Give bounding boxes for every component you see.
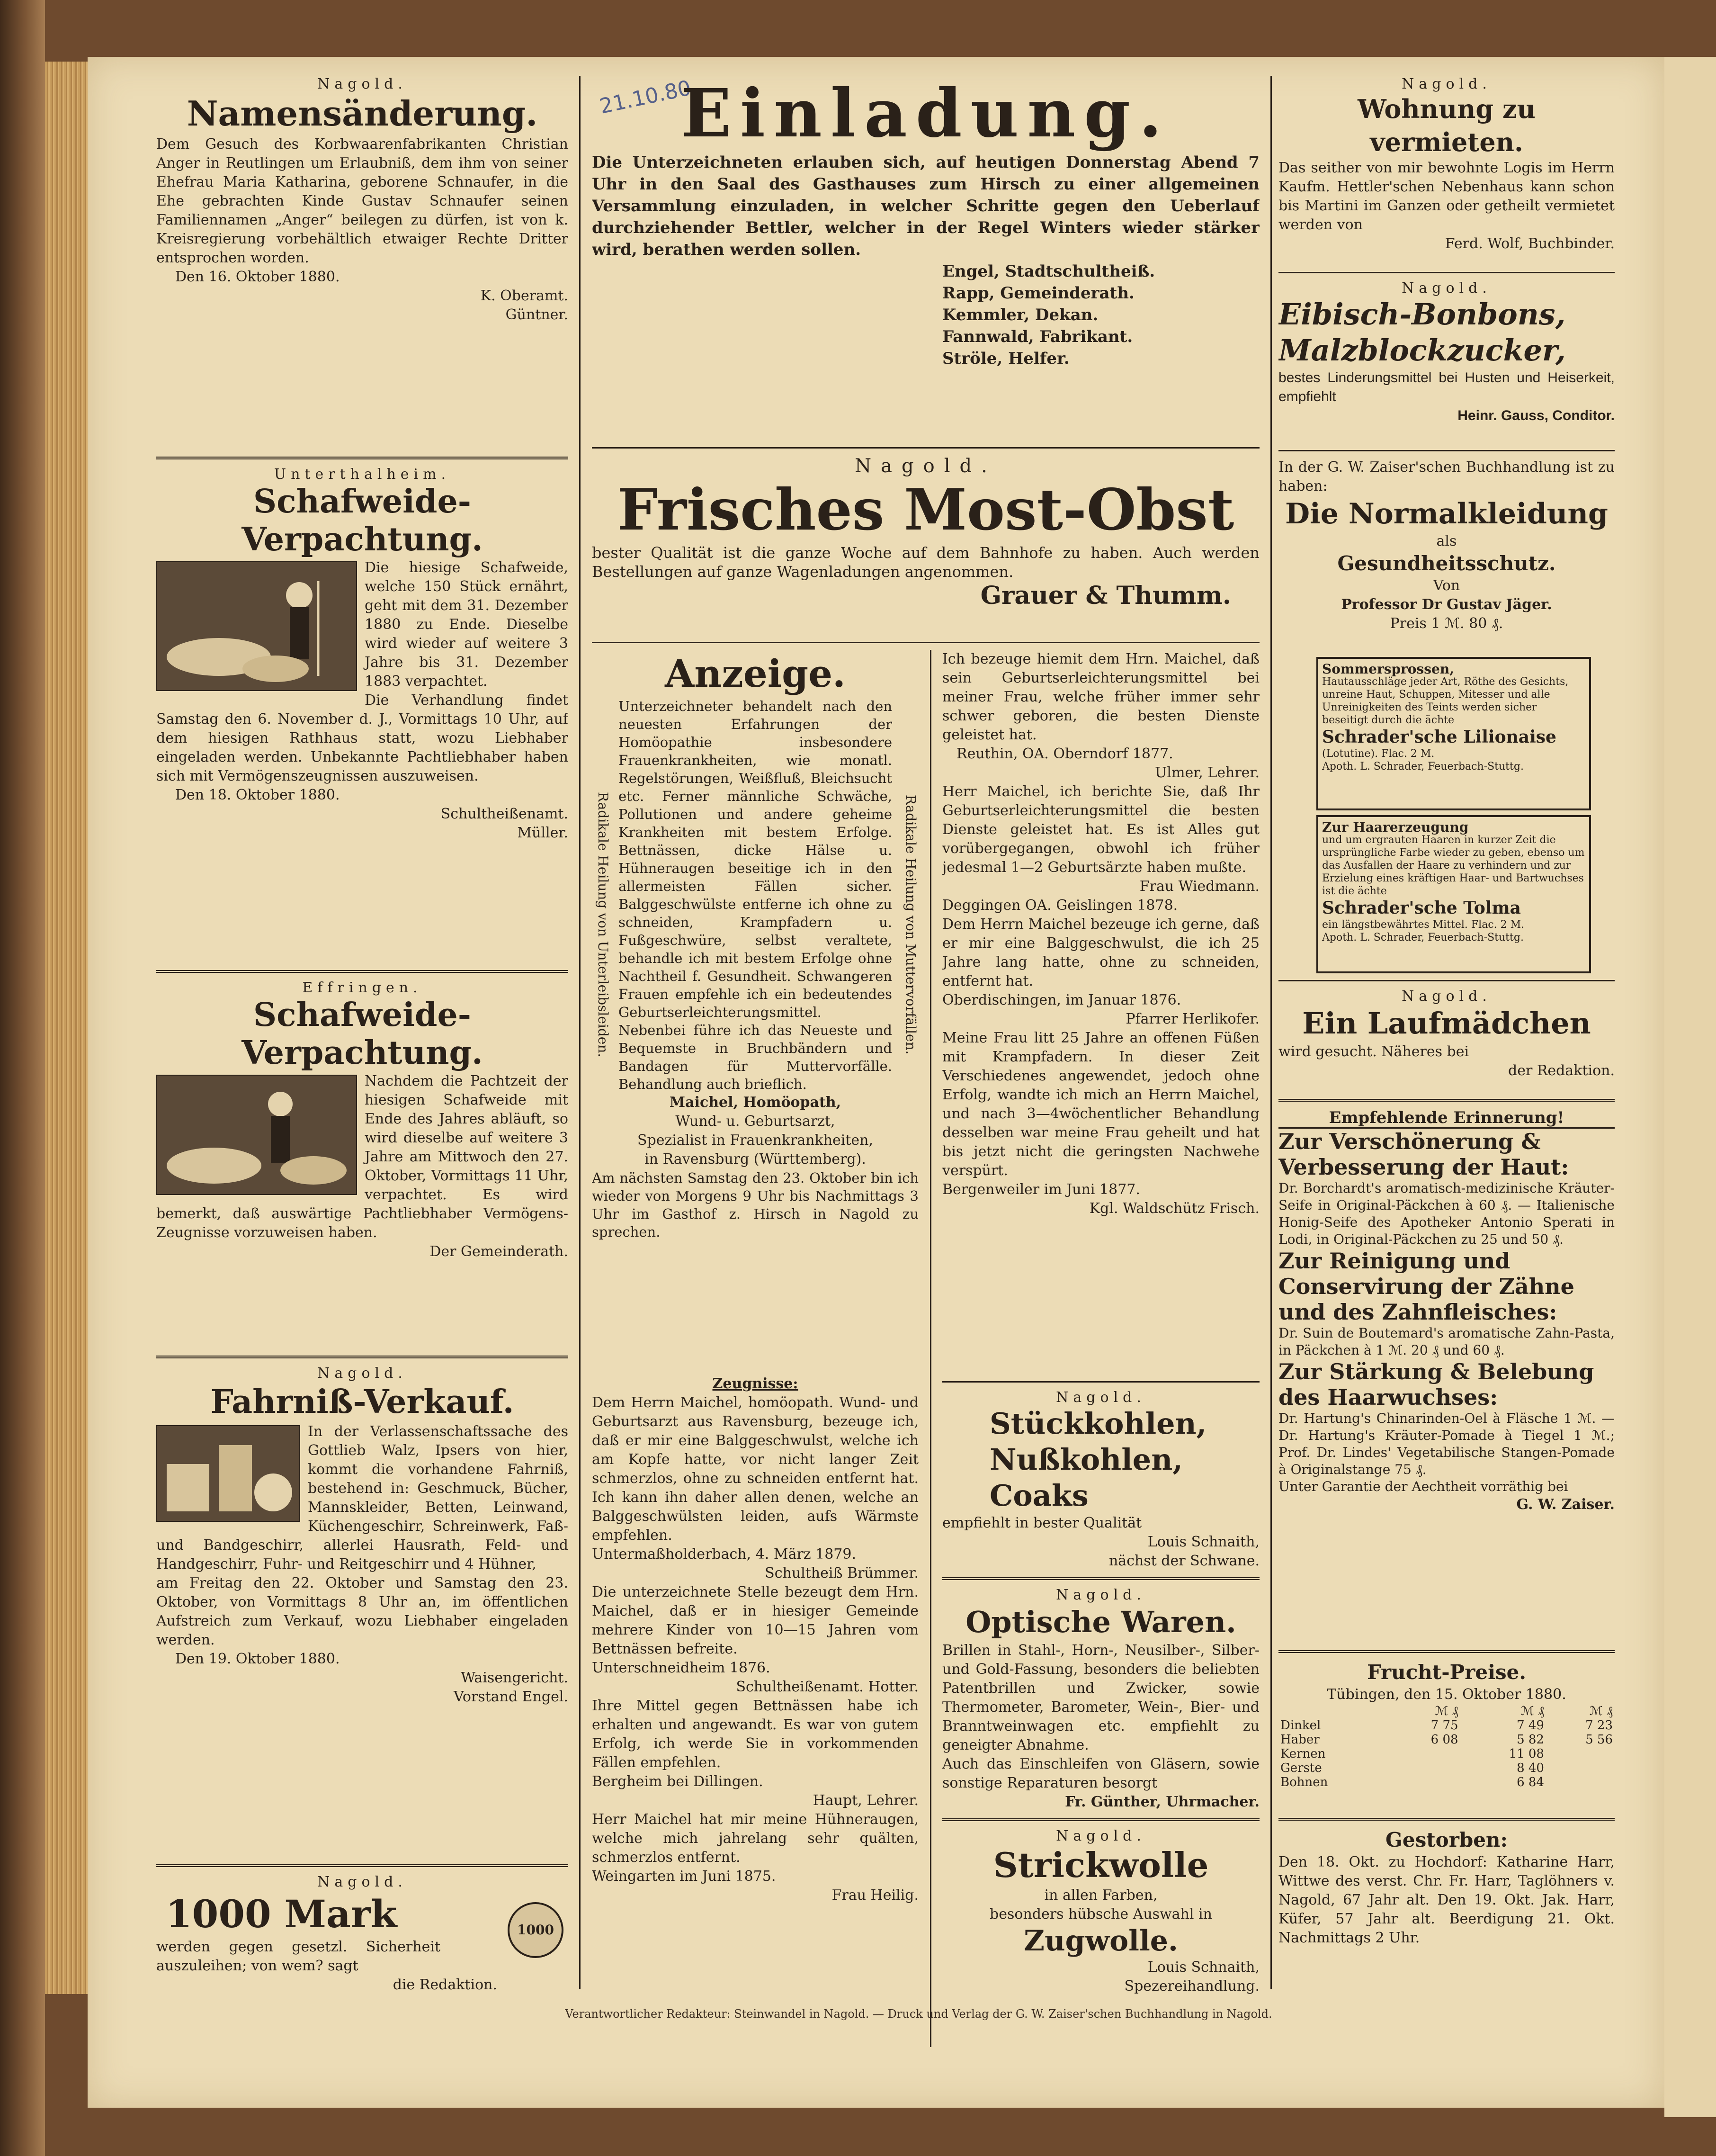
section-title: Zur Stärkung & Belebung des Haarwuchses: — [1278, 1359, 1594, 1410]
testimonial: Dem Herrn Maichel, homöopath. Wund- und Geburtsarzt aus Ravensburg, bezeuge ich, daß er mir eine Balggeschwulst, welche ich am Kopfe hatte, vor nicht langer Zeit schmerzlos, ohne zu schneiden entfernt hat. Ich kann ihn daher allen denen, welche an Balggeschwülsten leiden, aufs Wärmste empfehlen. — [592, 1394, 919, 1544]
ad-body: empfiehlt in bester Qualität — [942, 1515, 1142, 1531]
frucht-preise — [1278, 1660, 1615, 1811]
ad-title: Schafweide- — [253, 483, 471, 521]
testimonial: Die unterzeichnete Stelle bezeugt dem Hrn. Maichel, daß er in hiesiger Gemeinde mehrere Kinder von 10—15 Jahren vom Bettnässen befreite. — [592, 1584, 919, 1657]
place-line: Nagold. — [1402, 76, 1492, 92]
ad-signature: Vorstand Engel. — [453, 1689, 568, 1705]
cell: 7 49 — [1517, 1718, 1544, 1733]
divider — [1278, 450, 1615, 451]
ad-title: Optische Waren. — [965, 1605, 1236, 1639]
zeugnisse — [592, 1374, 919, 2047]
testimonial-place: Weingarten im Juni 1875. — [592, 1868, 776, 1885]
ad-signature: Louis Schnaith, — [1147, 1534, 1260, 1550]
page-edges — [45, 62, 90, 1994]
table-subtitle: Tübingen, den 15. Oktober 1880. — [1327, 1686, 1566, 1703]
cell: 8 40 — [1517, 1761, 1544, 1775]
divider — [156, 970, 568, 973]
cell: 7 23 — [1585, 1718, 1613, 1733]
doctor-place: in Ravensburg (Württemberg). — [644, 1151, 866, 1168]
ad-title: Gesundheitsschutz. — [1337, 552, 1556, 575]
cell — [1392, 1775, 1460, 1789]
book-spine — [0, 0, 45, 2156]
side-caption: Radikale Heilung von Muttervorfällen. — [903, 794, 919, 1055]
section-body: Dr. Suin de Boutemard's aromatische Zahn-Pasta, in Päckchen à 1 ℳ. 20 ₰ und 60 ₰. — [1278, 1325, 1615, 1358]
testimonial-place: Oberdischingen, im Januar 1876. — [942, 992, 1181, 1008]
ad-body: besonders hübsche Auswahl in — [990, 1906, 1212, 1922]
ad-date: Den 18. Oktober 1880. — [175, 787, 340, 803]
ad-signature: K. Oberamt. — [480, 287, 568, 304]
table-row — [1278, 1775, 1615, 1789]
ad-body: Unterzeichneter behandelt nach den neuesten Erfahrungen der Homöopathie insbesondere Frauenkrankheiten, wie monatl. Regelstörungen, Weißfluß, Bleichsucht etc. Ferner männliche Schwäche, Pollutionen und andere geheime Krankheiten mit bestem Erfolge. Bettnässen, dicke Hälse u. Hühneraugen beseitige ich in den allermeisten Fällen sicher. Balggeschwülste entferne ich ohne zu schneiden, Krampfadern u. Fußgeschwüre, selbst veraltete, behandle ich mit bestem Erfolge ohne Nachtheil f. Gesundheit. Schwangeren Frauen empfehle ich ein bedeutendes Geburtserleichterungsmittel. Nebenbei führe ich das Neueste und Bequemste in Bruchbändern und Bandagen für Muttervorfälle. Behandlung auch brieflich. — [618, 698, 892, 1092]
shepherd-woodcut-image — [156, 1075, 357, 1195]
cell — [1392, 1747, 1460, 1761]
box-head: Sommersprossen, — [1322, 661, 1454, 677]
signer: Kemmler, Dekan. — [942, 305, 1099, 324]
ad-optik — [942, 1587, 1260, 1812]
ad-body: bester Qualität ist die ganze Woche auf dem Bahnhofe zu haben. Auch werden Bestellungen auf ganze Wagenladungen angenommen. — [592, 544, 1260, 581]
ad-body: Brillen in Stahl-, Horn-, Neusilber-, Silber- und Gold-Fassung, besonders die beliebten Patentbrillen und Zwicker, sowie Thermometer, Barometer, Wein-, Bier- und Branntweinwagen etc. empfiehlt zu geneigter Abnahme. — [942, 1642, 1260, 1753]
household-goods-woodcut-image — [156, 1425, 300, 1522]
section-body: Dr. Hartung's Chinarinden-Oel à Fläsche 1 ℳ. — Dr. Hartung's Kräuter-Pomade à Tiegel 1 ℳ.; Prof. Dr. Lindes' Vegetabilische Stangen-Pomade à Originalstange 75 ₰. — [1278, 1410, 1615, 1477]
divider — [592, 447, 1260, 449]
column-rule-2 — [1270, 76, 1272, 1989]
place-line: Nagold. — [1402, 280, 1492, 296]
ad-title: Die Normalkleidung — [1285, 497, 1608, 530]
ad-title: Einladung. — [681, 76, 1171, 153]
box-apo: Apoth. L. Schrader, Feuerbach-Stuttg. — [1322, 761, 1524, 773]
ad-title: Frisches Most-Obst — [617, 476, 1234, 543]
table-row — [1278, 1747, 1615, 1761]
testimonial-sig: Pfarrer Herlikofer. — [1126, 1011, 1260, 1027]
section-body: Unter Garantie der Aechtheit vorräthig bei — [1278, 1479, 1568, 1494]
ad-signature: Spezereihandlung. — [1124, 1978, 1260, 1994]
divider — [592, 642, 1260, 643]
doctor-title: Wund- u. Geburtsarzt, — [675, 1113, 835, 1130]
testimonial-place: Reuthin, OA. Oberndorf 1877. — [956, 746, 1173, 762]
book-price: Preis 1 ℳ. 80 ₰. — [1390, 615, 1503, 632]
place-line: Nagold. — [1056, 1389, 1146, 1406]
ad-body: als — [1436, 533, 1457, 549]
ad-title: 1000 Mark — [166, 1892, 397, 1936]
ad-signature: Ferd. Wolf, Buchbinder. — [1445, 235, 1615, 252]
ad-date: Den 16. Oktober 1880. — [175, 269, 340, 285]
ad-wohnung — [1278, 76, 1615, 265]
cell: 6 08 — [1430, 1733, 1458, 1747]
column-left — [156, 76, 568, 2011]
doctor-spec: Spezialist in Frauenkrankheiten, — [637, 1132, 874, 1149]
cell: 7 75 — [1430, 1718, 1458, 1733]
box-head: Zur Haarerzeugung — [1322, 819, 1469, 835]
ad-schafweide-effringen — [156, 979, 568, 1349]
visit-notice: Am nächsten Samstag den 23. Oktober bin ich wieder von Morgens 9 Uhr bis Nachmittags 3 Uhr im Gasthof z. Hirsch in Nagold zu sprechen. — [592, 1170, 919, 1240]
testimonial-place: Untermaßholderbach, 4. März 1879. — [592, 1546, 857, 1563]
divider — [1278, 1099, 1615, 1102]
column-middle — [592, 76, 1260, 2047]
ad-body: Die Unterzeichneten erlauben sich, auf heutigen Donnerstag Abend 7 Uhr in den Saal des Gasthauses zum Hirsch zu einer allgemeinen Versammlung einzuladen, in welcher Schritte gegen den Ueberlauf durchziehender Bettler, welcher in der Regel Winters wieder stärker wird, berathen werden sollen. — [592, 153, 1260, 259]
cell — [1546, 1775, 1615, 1789]
ad-body: Von — [1433, 577, 1460, 594]
ad-signature: Heinr. Gauss, Conditor. — [1457, 408, 1615, 423]
ad-most-obst — [592, 455, 1260, 635]
price-table — [1278, 1704, 1615, 1789]
ad-title: Eibisch-Bonbons, — [1278, 297, 1566, 332]
ad-title: Namensänderung. — [187, 93, 538, 134]
cell — [1546, 1761, 1615, 1775]
testimonial-place: Deggingen OA. Geislingen 1878. — [942, 897, 1178, 914]
ad-body: Die hiesige Schafweide, welche 150 Stück ernährt, geht mit dem 31. Dezember 1880 zu Ende. Dieselbe wird wieder auf weitere 3 Jahre bis 31. Dezember 1883 verpachtet. — [365, 559, 568, 690]
box-name: Schrader'sche Lilionaise — [1322, 727, 1556, 747]
box-apo: Apoth. L. Schrader, Feuerbach-Stuttg. — [1322, 932, 1524, 943]
testimonial: Dem Herrn Maichel bezeuge ich gerne, daß er mir eine Balggeschwulst, die ich 25 Jahre lang hatte, ohne zu schneiden, entfernt hat. — [942, 916, 1260, 989]
ad-signature: Louis Schnaith, — [1147, 1959, 1260, 1976]
section-title: Gestorben: — [1385, 1828, 1508, 1851]
cell: Haber — [1280, 1733, 1320, 1747]
doctor-name: Maichel, Homöopath, — [669, 1094, 841, 1111]
signer-list — [592, 261, 1260, 369]
section-body: Dr. Borchardt's aromatisch-medizinische Kräuter-Seife in Original-Päckchen à 60 ₰. — Italienische Honig-Seife des Apotheker Antonio Sperati in Lodi, in Original-Päckchen zu 25 und 50 ₰. — [1278, 1180, 1615, 1247]
table-header — [1278, 1704, 1615, 1718]
ad-body: Das seither von mir bewohnte Logis im Herrn Kaufm. Hettler'schen Nebenhaus kann schon bis Martini im Ganzen oder getheilt vermietet werden von — [1278, 160, 1615, 233]
ad-title: Malzblockzucker, — [1278, 333, 1566, 368]
ad-body: Auch das Einschleifen von Gläsern, sowie sonstige Reparaturen besorgt — [942, 1756, 1260, 1791]
testimonial-sig: Haupt, Lehrer. — [813, 1792, 919, 1809]
testimonial-sig: Kgl. Waldschütz Frisch. — [1089, 1200, 1260, 1217]
box-sub: ein längstbewährtes Mittel. Flac. 2 M. — [1322, 919, 1525, 931]
ad-einladung — [592, 76, 1260, 440]
divider — [1278, 980, 1615, 981]
divider — [156, 457, 568, 459]
table-row — [1278, 1718, 1615, 1733]
box-body: Hautausschläge jeder Art, Röthe des Gesichts, unreine Haut, Schuppen, Mitesser und alle Unreinigkeiten des Teints werden sicher beseitigt durch die ächte — [1322, 676, 1569, 726]
ad-tolma — [1316, 815, 1591, 973]
divider — [1278, 272, 1615, 273]
section-title: Zur Verschönerung & Verbesserung der Haut: — [1278, 1129, 1569, 1180]
sub-column-rule — [930, 650, 931, 1374]
ad-title: Coaks — [990, 1478, 1089, 1513]
divider — [942, 1818, 1260, 1821]
ad-namensaenderung — [156, 76, 568, 450]
ad-title: Schafweide- — [253, 996, 471, 1034]
divider — [156, 1356, 568, 1358]
ad-signature: die Redaktion. — [393, 1976, 497, 1993]
box-body: und um ergrauten Haaren in kurzer Zeit die ursprüngliche Farbe wieder zu geben, ebenso um das Ausfallen der Haare zu verhindern und zur Erzielung eines kräftigen Haar- und Bartwuchses ist die ächte — [1322, 834, 1585, 897]
place-line: Nagold. — [317, 1365, 407, 1382]
header-cell: ℳ ₰ — [1589, 1704, 1613, 1718]
ad-title: Stückkohlen, — [990, 1406, 1207, 1441]
testimonial-sig: Ulmer, Lehrer. — [1155, 764, 1260, 781]
signer: Engel, Stadtschultheiß. — [942, 262, 1155, 281]
ad-signature: Der Gemeinderath. — [429, 1243, 568, 1260]
box-head: Empfehlende Erinnerung! — [1278, 1108, 1615, 1129]
ad-body: in allen Farben, — [1044, 1887, 1158, 1904]
ad-body: Dem Gesuch des Korbwaarenfabrikanten Christian Anger in Reutlingen um Erlaubniß, dem ihm von seiner Ehefrau Maria Katharina, geborene Schnaufer, in die Ehe gebrachten Kinde Gustav Schnaufer seinen Familiennamen „Anger“ beilegen zu dürfen, ist von k. Kreisregierung vorbehältlich etwaiger Rechte Dritter entsprochen worden. — [156, 136, 568, 266]
place-line: Nagold. — [1402, 988, 1492, 1005]
testimonial-sig: Schultheiß Brümmer. — [765, 1565, 919, 1581]
facing-page-edge — [1664, 57, 1716, 2117]
divider — [156, 1864, 568, 1867]
anzeige-right — [942, 650, 1260, 1374]
header-cell: ℳ ₰ — [1520, 1704, 1544, 1718]
ad-body: werden gegen gesetzl. Sicherheit auszuleihen; von wem? sagt — [156, 1939, 440, 1974]
place-line: Effringen. — [302, 979, 422, 996]
testimonial: Ich bezeuge hiemit dem Hrn. Maichel, daß sein Geburtserleichterungsmittel bei meiner Frau, welche früher immer sehr schwer geboren, die besten Dienste geleistet hat. — [942, 651, 1260, 743]
cell — [1392, 1761, 1460, 1775]
pencil-stamp: 21.10.80 — [597, 76, 694, 119]
section-body: Den 18. Okt. zu Hochdorf: Katharine Harr, Wittwe des verst. Chr. Fr. Harr, Taglöhners v. Nagold, 67 Jahr alt. Den 19. Okt. Jak. Harr, Küfer, 57 Jahr alt. Beerdigung 21. Okt. Nachmittags 2 Uhr. — [1278, 1854, 1615, 1946]
column-rule-1 — [579, 76, 581, 1989]
header-cell: ℳ ₰ — [1435, 1704, 1458, 1718]
ad-erinnerung — [1278, 1108, 1615, 1644]
sub-column-rule — [930, 1374, 931, 2047]
cell: Dinkel — [1280, 1718, 1321, 1733]
cell: Bohnen — [1280, 1775, 1328, 1789]
ad-signature: Güntner. — [505, 306, 568, 323]
cell: Kernen — [1280, 1747, 1326, 1761]
box-sub: (Lotutine). Flac. 2 M. — [1322, 748, 1435, 760]
testimonial-sig: Schultheißenamt. Hotter. — [736, 1679, 919, 1695]
money-bag-icon: 1000 — [508, 1902, 563, 1958]
testimonial-place: Bergenweiler im Juni 1877. — [942, 1181, 1140, 1198]
section-title: Zur Reinigung und Conservirung der Zähne und des Zahnfleisches: — [1278, 1248, 1574, 1325]
gestorben — [1278, 1827, 1615, 1969]
ad-title: Verpachtung. — [241, 521, 483, 558]
cell: 11 08 — [1509, 1747, 1544, 1761]
cell: 5 56 — [1585, 1733, 1613, 1747]
ad-kohlen — [942, 1389, 1260, 1571]
ad-body: In der Verlassenschaftssache des Gottlieb Walz, Ipsers von hier, kommt die vorhandene Fahrniß, bestehend in: Geschmuck, Bücher, Mannskleider, Betten, Leinwand, Küchengeschirr, Schreinwerk, Faß- und Bandgeschirr, allerlei Hausrath, Feld- und Handgeschirr, Fuhr- und Reitgeschirr und 4 Hühner, — [156, 1423, 568, 1572]
ad-title: Ein Laufmädchen — [1302, 1006, 1591, 1041]
ad-body: am Freitag den 22. Oktober und Samstag den 23. Oktober, von Vormittags 8 Uhr an, im öffentlichen Aufstreich zum Verkauf, wozu Liebhaber eingeladen werden. — [156, 1575, 568, 1648]
ad-title: Verpachtung. — [241, 1034, 483, 1072]
signer: Fannwald, Fabrikant. — [942, 327, 1133, 346]
ad-body: Die Verhandlung findet Samstag den 6. November d. J., Vormittags 10 Uhr, auf dem hiesigen Rathhaus statt, wozu Liebhaber eingeladen werden. Unbekannte Pachtliebhaber haben sich mit Vermögenszeugnissen auszuweisen. — [156, 692, 568, 784]
ad-anzeige-maichel — [592, 650, 1260, 1374]
cell: 5 82 — [1517, 1733, 1544, 1747]
ad-title: Wohnung zu vermieten. — [1358, 94, 1536, 157]
lower-middle — [592, 1374, 1260, 2047]
ad-signature: Schultheißenamt. — [440, 806, 568, 822]
ad-title: Anzeige. — [665, 651, 846, 696]
header-cell — [1278, 1704, 1392, 1718]
divider — [1278, 1818, 1615, 1821]
place-line: Nagold. — [1056, 1587, 1146, 1603]
cell: 6 84 — [1517, 1775, 1544, 1789]
divider — [1278, 1650, 1615, 1653]
ad-signature: Fr. Günther, Uhrmacher. — [1065, 1794, 1260, 1810]
testimonial: Ihre Mittel gegen Bettnässen habe ich erhalten und angewandt. Es war von gutem Erfolg, ich werde Sie in vorkommenden Fällen empfehlen. — [592, 1698, 919, 1771]
ad-body: Nachdem die Pachtzeit der hiesigen Schafweide mit Ende des Jahres abläuft, so wird dieselbe auf weitere 3 Jahre am Mittwoch den 27. Oktober, Vormittags 11 Uhr, verpachtet. Es wird bemerkt, daß auswärtige Pachtliebhaber Vermögens-Zeugnisse vorzuweisen haben. — [156, 1073, 568, 1241]
testimonial: Herr Maichel hat mir meine Hühneraugen, welche mich jahrelang sehr quälten, schmerzlos entfernt. — [592, 1811, 919, 1866]
ad-signature: Waisengericht. — [461, 1670, 568, 1686]
column-right — [1278, 76, 1615, 1969]
anzeige-left — [592, 650, 919, 1374]
ad-strickwolle — [942, 1828, 1260, 1996]
right-ads — [942, 1374, 1260, 2047]
testimonial-sig: Frau Wiedmann. — [1139, 878, 1260, 895]
ad-body: bestes Linderungsmittel bei Husten und Heiserkeit, empfiehlt — [1278, 370, 1615, 404]
ad-laufmaedchen — [1278, 988, 1615, 1092]
ad-normalkleidung — [1278, 458, 1615, 657]
signer: Rapp, Gemeinderath. — [942, 284, 1135, 303]
testimonial-place: Unterschneidheim 1876. — [592, 1660, 770, 1676]
place-line: Unterthalheim. — [274, 466, 451, 483]
table-row — [1278, 1733, 1615, 1747]
ad-lilionaise — [1316, 657, 1591, 810]
divider — [942, 1577, 1260, 1580]
box-name: Schrader'sche Tolma — [1322, 898, 1521, 918]
testimonial-place: Bergheim bei Dillingen. — [592, 1773, 763, 1790]
table-title: Frucht-Preise. — [1367, 1661, 1527, 1684]
testimonial: Meine Frau litt 25 Jahre an offenen Füßen mit Krampfadern. In dieser Zeit Verschiedenes angewendet, jedoch ohne Erfolg, wandte ich mich an Herrn Maichel, und nach 3—4wöchentlicher Behandlung desselben war meine Frau geheilt und hat bis jetzt nicht die geringsten Nachwehe verspürt. — [942, 1030, 1260, 1179]
ad-schafweide-unterthalheim — [156, 466, 568, 963]
shepherd-woodcut-image — [156, 561, 357, 691]
ad-title: Nußkohlen, — [990, 1442, 1183, 1477]
testimonial-sig: Frau Heilig. — [831, 1887, 919, 1904]
side-caption: Radikale Heilung von Unterleibsleiden. — [595, 791, 611, 1058]
book-author: Professor Dr Gustav Jäger. — [1341, 596, 1552, 613]
ad-fahrniss-verkauf — [156, 1365, 568, 1858]
zeugnisse-title: Zeugnisse: — [712, 1375, 798, 1392]
place-line: Nagold. — [1056, 1828, 1146, 1844]
imprint-footer: Verantwortlicher Redakteur: Steinwandel in Nagold. — Druck und Verlag der G. W. Zaiser'schen Buchhandlung in Nagold. — [565, 2007, 1272, 2021]
place-line: Nagold. — [855, 455, 997, 477]
divider — [942, 1381, 1260, 1383]
ad-date: Den 19. Oktober 1880. — [175, 1651, 340, 1667]
ad-signature: der Redaktion. — [1508, 1062, 1615, 1079]
place-line: Nagold. — [317, 76, 407, 92]
testimonial: Herr Maichel, ich berichte Sie, daß Ihr Geburtserleichterungsmittel die besten Dienste geleistet hat. Es ist Alles gut vorübergegangen, obwohl ich früher jedesmal 1—2 Geburtsärzte haben mußte. — [942, 783, 1260, 876]
ad-body: In der G. W. Zaiser'schen Buchhandlung ist zu haben: — [1278, 459, 1615, 494]
ad-signature: G. W. Zaiser. — [1516, 1496, 1615, 1513]
ad-title: Fahrniß-Verkauf. — [210, 1383, 514, 1421]
ad-signature: nächst der Schwane. — [1108, 1553, 1260, 1569]
cell: Gerste — [1280, 1761, 1322, 1775]
table-row — [1278, 1761, 1615, 1775]
ad-signature: Grauer & Thumm. — [980, 581, 1231, 610]
ad-title: Strickwolle — [993, 1845, 1209, 1885]
ad-signature: Müller. — [517, 825, 568, 841]
ad-body: wird gesucht. Näheres bei — [1278, 1043, 1469, 1060]
signer: Ströle, Helfer. — [942, 349, 1070, 368]
ad-1000-mark — [156, 1874, 568, 2011]
ad-title: Zugwolle. — [1024, 1924, 1178, 1958]
place-line: Nagold. — [317, 1874, 407, 1890]
ad-eibisch — [1278, 280, 1615, 443]
cell — [1546, 1747, 1615, 1761]
